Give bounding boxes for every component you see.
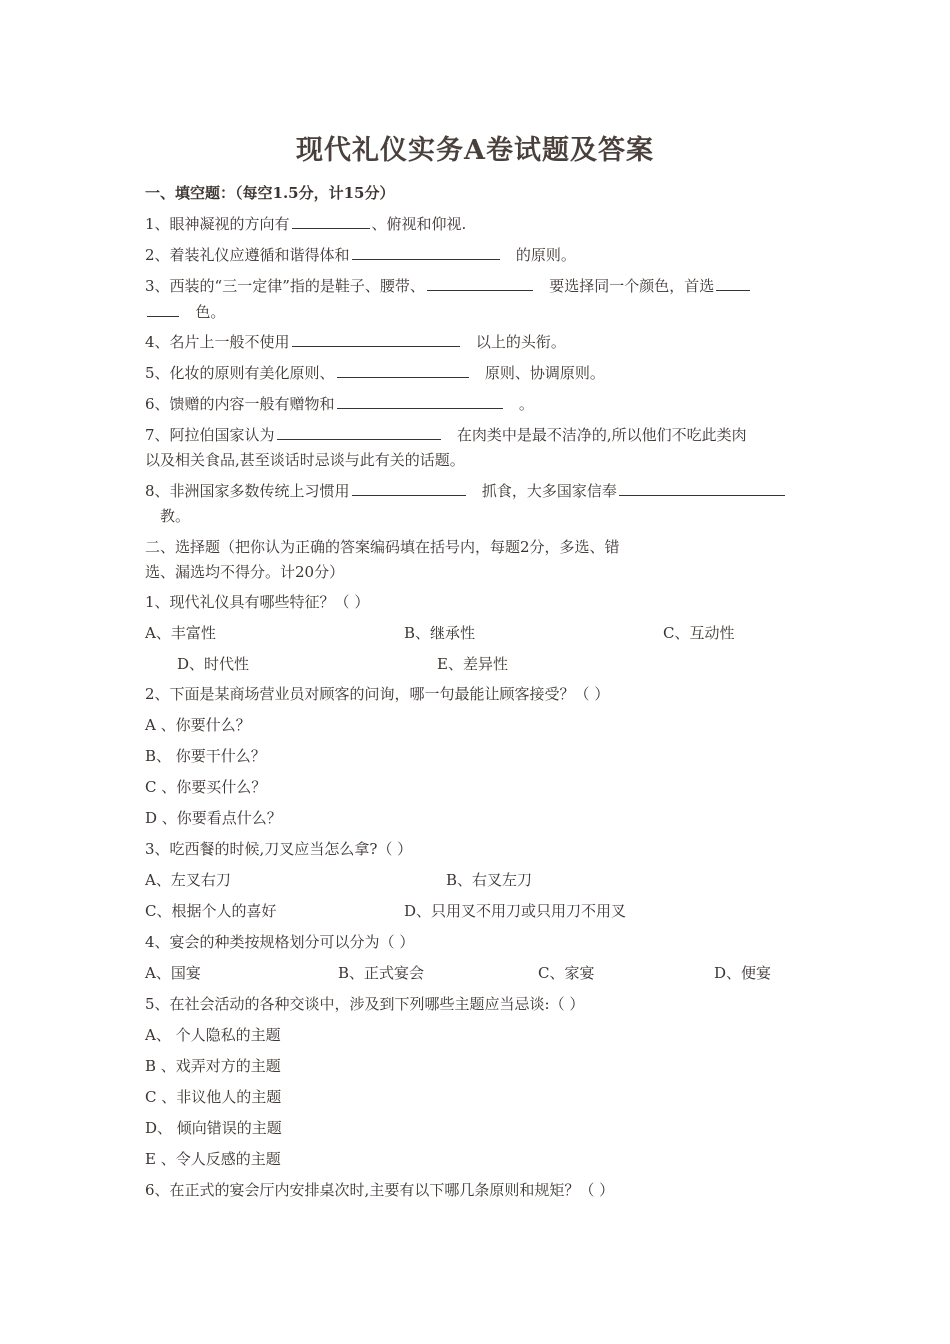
answer-blank[interactable] xyxy=(716,276,750,291)
answer-blank[interactable] xyxy=(277,425,441,440)
fill-question-1: 1、眼神凝视的方向有 、俯视和仰视. xyxy=(145,215,467,233)
section2-heading-cont: 选、漏选均不得分。计20分） xyxy=(145,563,345,581)
fill-question-3: 3、西装的“三一定律”指的是鞋子、腰带、 要选择同一个颜色，首选 xyxy=(145,276,752,296)
answer-blank[interactable] xyxy=(337,394,503,409)
option-c[interactable]: C、根据个人的喜好 xyxy=(145,902,277,920)
option-b[interactable]: B 、戏弄对方的主题 xyxy=(145,1057,281,1075)
option-c[interactable]: C 、非议他人的主题 xyxy=(145,1088,282,1106)
option-a[interactable]: A 、你要什么？ xyxy=(145,716,251,734)
option-d[interactable]: D 、你要看点什么？ xyxy=(145,809,282,827)
answer-blank[interactable] xyxy=(292,332,460,347)
answer-blank[interactable] xyxy=(147,302,179,317)
choice-question-6: 6、在正式的宴会厅内安排桌次时,主要有以下哪几条原则和规矩？（ ） xyxy=(145,1181,615,1199)
answer-blank[interactable] xyxy=(427,276,533,291)
fill-question-5: 5、化妆的原则有美化原则、 原则、协调原则。 xyxy=(145,364,605,382)
answer-blank[interactable] xyxy=(337,363,469,378)
option-d[interactable]: D、 倾向错误的主题 xyxy=(145,1119,282,1137)
option-a[interactable]: A、国宴 xyxy=(145,964,201,982)
section2-heading: 二、选择题（把你认为正确的答案编码填在括号内，每题2分，多选、错 xyxy=(145,538,620,556)
fill-question-2: 2、着装礼仪应遵循和谐得体和 的原则。 xyxy=(145,246,576,264)
fill-question-6: 6、馈赠的内容一般有赠物和 。 xyxy=(145,395,534,413)
fill-question-7: 7、阿拉伯国家认为 在肉类中是最不洁净的,所以他们不吃此类肉 xyxy=(145,426,747,444)
answer-blank[interactable] xyxy=(619,481,785,496)
fill-question-4: 4、名片上一般不使用 以上的头衔。 xyxy=(145,333,566,351)
option-a[interactable]: A、左叉右刀 xyxy=(145,871,231,889)
option-b[interactable]: B、继承性 xyxy=(404,624,476,642)
fill-question-8: 8、非洲国家多数传统上习惯用 抓食，大多国家信奉 xyxy=(145,481,787,501)
option-e[interactable]: E、差异性 xyxy=(437,655,508,673)
choice-question-3: 3、吃西餐的时候,刀叉应当怎么拿?（ ） xyxy=(145,840,413,858)
page-title: 现代礼仪实务A卷试题及答案 xyxy=(296,135,654,166)
choice-question-2: 2、下面是某商场营业员对顾客的问询，哪一句最能让顾客接受？（ ） xyxy=(145,685,610,703)
answer-blank[interactable] xyxy=(352,481,466,496)
option-a[interactable]: A、 个人隐私的主题 xyxy=(145,1026,281,1044)
option-b[interactable]: B、右叉左刀 xyxy=(446,871,533,889)
fill-question-8-cont: 教。 xyxy=(160,507,191,525)
answer-blank[interactable] xyxy=(292,214,370,229)
fill-question-7-cont: 以及相关食品,甚至谈话时忌谈与此有关的话题。 xyxy=(145,451,465,469)
option-c[interactable]: C 、你要买什么？ xyxy=(145,778,267,796)
option-c[interactable]: C、互动性 xyxy=(663,624,735,642)
choice-question-5: 5、在社会活动的各种交谈中，涉及到下列哪些主题应当忌谈:（ ） xyxy=(145,995,585,1013)
fill-question-3-cont: 色。 xyxy=(145,302,225,322)
option-d[interactable]: D、只用叉不用刀或只用刀不用叉 xyxy=(404,902,627,920)
choice-question-1: 1、现代礼仪具有哪些特征？（ ） xyxy=(145,593,370,611)
option-b[interactable]: B、正式宴会 xyxy=(338,964,425,982)
option-d[interactable]: D、便宴 xyxy=(714,964,772,982)
option-d[interactable]: D、时代性 xyxy=(177,655,250,673)
option-b[interactable]: B、 你要干什么？ xyxy=(145,747,266,765)
section1-heading: 一、填空题：（每空1.5分，计15分） xyxy=(145,184,395,202)
choice-question-4: 4、宴会的种类按规格划分可以分为（ ） xyxy=(145,933,415,951)
answer-blank[interactable] xyxy=(352,245,500,260)
option-e[interactable]: E 、令人反感的主题 xyxy=(145,1150,281,1168)
option-a[interactable]: A、丰富性 xyxy=(145,624,216,642)
option-c[interactable]: C、家宴 xyxy=(538,964,595,982)
